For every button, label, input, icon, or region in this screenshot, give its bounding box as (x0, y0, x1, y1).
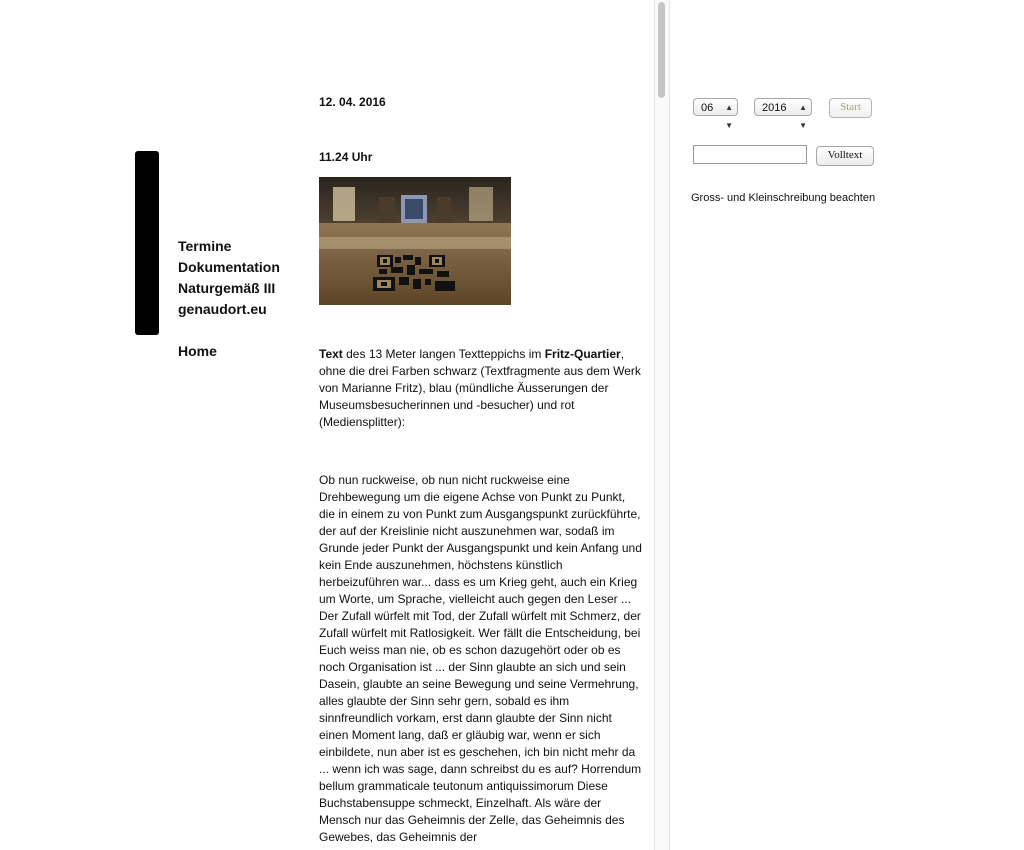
entry-description (319, 346, 644, 431)
desc-bold-text: Text (319, 347, 343, 361)
entry-body-text: Ob nun ruckweise, ob nun nicht ruckweise eine Drehbewegung um die eigene Achse von Punkt zu Punkt, die in einem zu von Punkt zum Ausgangspunkt zurückführte, der auf der Kreislinie nicht auszunehmen war, sodaß im Grunde jeder Punkt der Ausgangspunkt und kein Anfang und kein Ende auszunehmen, höchstens künstlich herbeizuführen war... dass es um Krieg geht, auch ein Krieg um Worte, um Sprache, vielleicht auch gegen den Leser ... Der Zufall würfelt mit Tod, der Zufall würfelt mit Schmerz, der Zufall würfelt mit Ratlosigkeit. Wer fällt die Entscheidung, bei Euch weiss man nie, ob es schon dazugehört oder ob es noch Organisation ist ... der Sinn glaubte an sich und sein Dasein, glaubte an seine Bewegung und seine Vermehrung, alles glaubte der Sinn sehr gern, sobald es ihm sinnfreundlich vorkam, erst dann glaubte der Sinn nicht einen Moment lang, daß er gläubig war, wenn er sich einbildete, nun aber ist es geschehen, ich bin nicht mehr da ... wenn ich was sage, dann schreibst du es auf? Horrendum bellum grammaticale teutonum antiquissimorum Diese Buchstabensuppe schmeckt, Einzelhaft. Als wäre der Mensch nur das Geheimnis der Zelle, das Geheimnis des Gewebes, das Geheimnis der (319, 473, 642, 844)
scrollbar-track[interactable] (654, 0, 670, 850)
desc-text-1: des 13 Meter langen Textteppichs im (342, 347, 545, 361)
start-button[interactable]: Start (829, 98, 872, 118)
main-nav (178, 236, 280, 362)
nav-item-genaudort[interactable]: genaudort.eu (178, 301, 267, 317)
scrollbar-thumb[interactable] (658, 2, 665, 98)
desc-text-2: , ohne die drei Farben schwarz (Textfragmente aus dem Werk von Marianne Fritz), blau (mündliche Äusserungen der Museumsbesucherinnen und -besucher) und rot (Mediensplitter): (319, 347, 641, 429)
select-arrows-icon: ▲ ▼ (799, 103, 807, 130)
month-select[interactable] (693, 98, 738, 130)
black-side-bar (135, 151, 159, 335)
fulltext-search-input[interactable] (693, 145, 807, 164)
entry-time: 11.24 Uhr (319, 150, 373, 164)
qr-code-photo (319, 177, 511, 305)
fulltext-search-button[interactable]: Volltext (816, 146, 874, 166)
nav-item-home[interactable]: Home (178, 343, 217, 359)
case-sensitivity-hint: Gross- und Kleinschreibung beachten (691, 192, 876, 204)
year-select[interactable] (754, 98, 812, 130)
year-select-value: 2016 (762, 102, 787, 114)
nav-item-termine[interactable]: Termine (178, 238, 232, 254)
entry-date: 12. 04. 2016 (319, 95, 386, 109)
month-select-value: 06 (701, 102, 714, 114)
select-arrows-icon: ▲ ▼ (725, 103, 733, 130)
desc-bold-fritz-quartier: Fritz-Quartier (544, 347, 621, 361)
nav-item-dokumentation[interactable]: Dokumentation (178, 259, 280, 275)
photo-image (319, 177, 511, 305)
nav-item-naturgemaess[interactable]: Naturgemäß III (178, 280, 276, 296)
